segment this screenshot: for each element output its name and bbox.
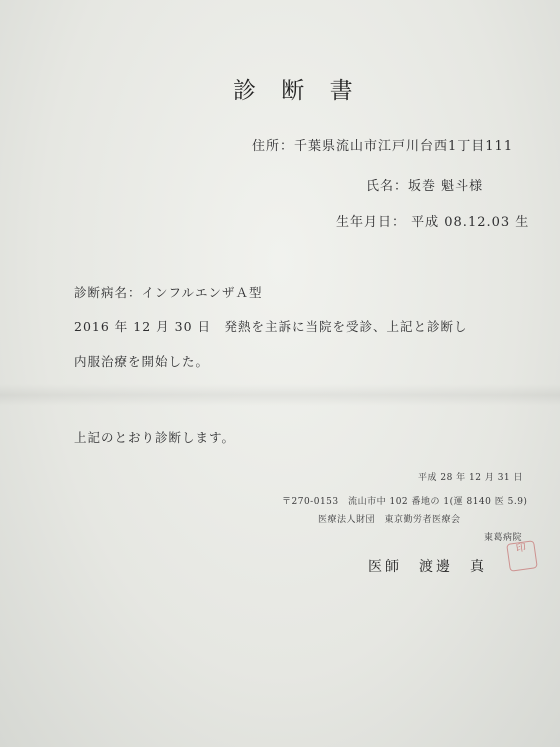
closing-statement: 上記のとおり診断します。 xyxy=(74,430,236,445)
hospital-name: 東葛病院 xyxy=(484,533,523,543)
document-title: 診 断 書 xyxy=(233,78,362,104)
seal-stamp: 印 xyxy=(506,540,538,572)
patient-address: 住所：千葉県流山市江戸川台西1丁目111 xyxy=(252,139,514,154)
body-text-line-1: 2016 年 12 月 30 日 発熱を主訴に当院を受診、上記と診断し xyxy=(74,319,468,334)
doctor-name: 医師 渡邊 真 xyxy=(368,559,487,575)
issue-date: 平成 28 年 12 月 31 日 xyxy=(418,473,524,483)
paper-fold xyxy=(0,384,560,406)
patient-name: 氏名：坂巻 魁斗様 xyxy=(366,179,484,194)
patient-birthdate: 生年月日： 平成 08.12.03 生 xyxy=(336,215,530,230)
diagnosis-line: 診断病名：インフルエンザＡ型 xyxy=(74,285,263,300)
body-text-line-2: 内服治療を開始した。 xyxy=(74,354,210,369)
clinic-corporation: 医療法人財団 東京勤労者医療会 xyxy=(318,515,461,525)
clinic-address: 〒270-0153 流山市中 102 番地の 1(運 8140 医 5.9) xyxy=(282,497,528,507)
